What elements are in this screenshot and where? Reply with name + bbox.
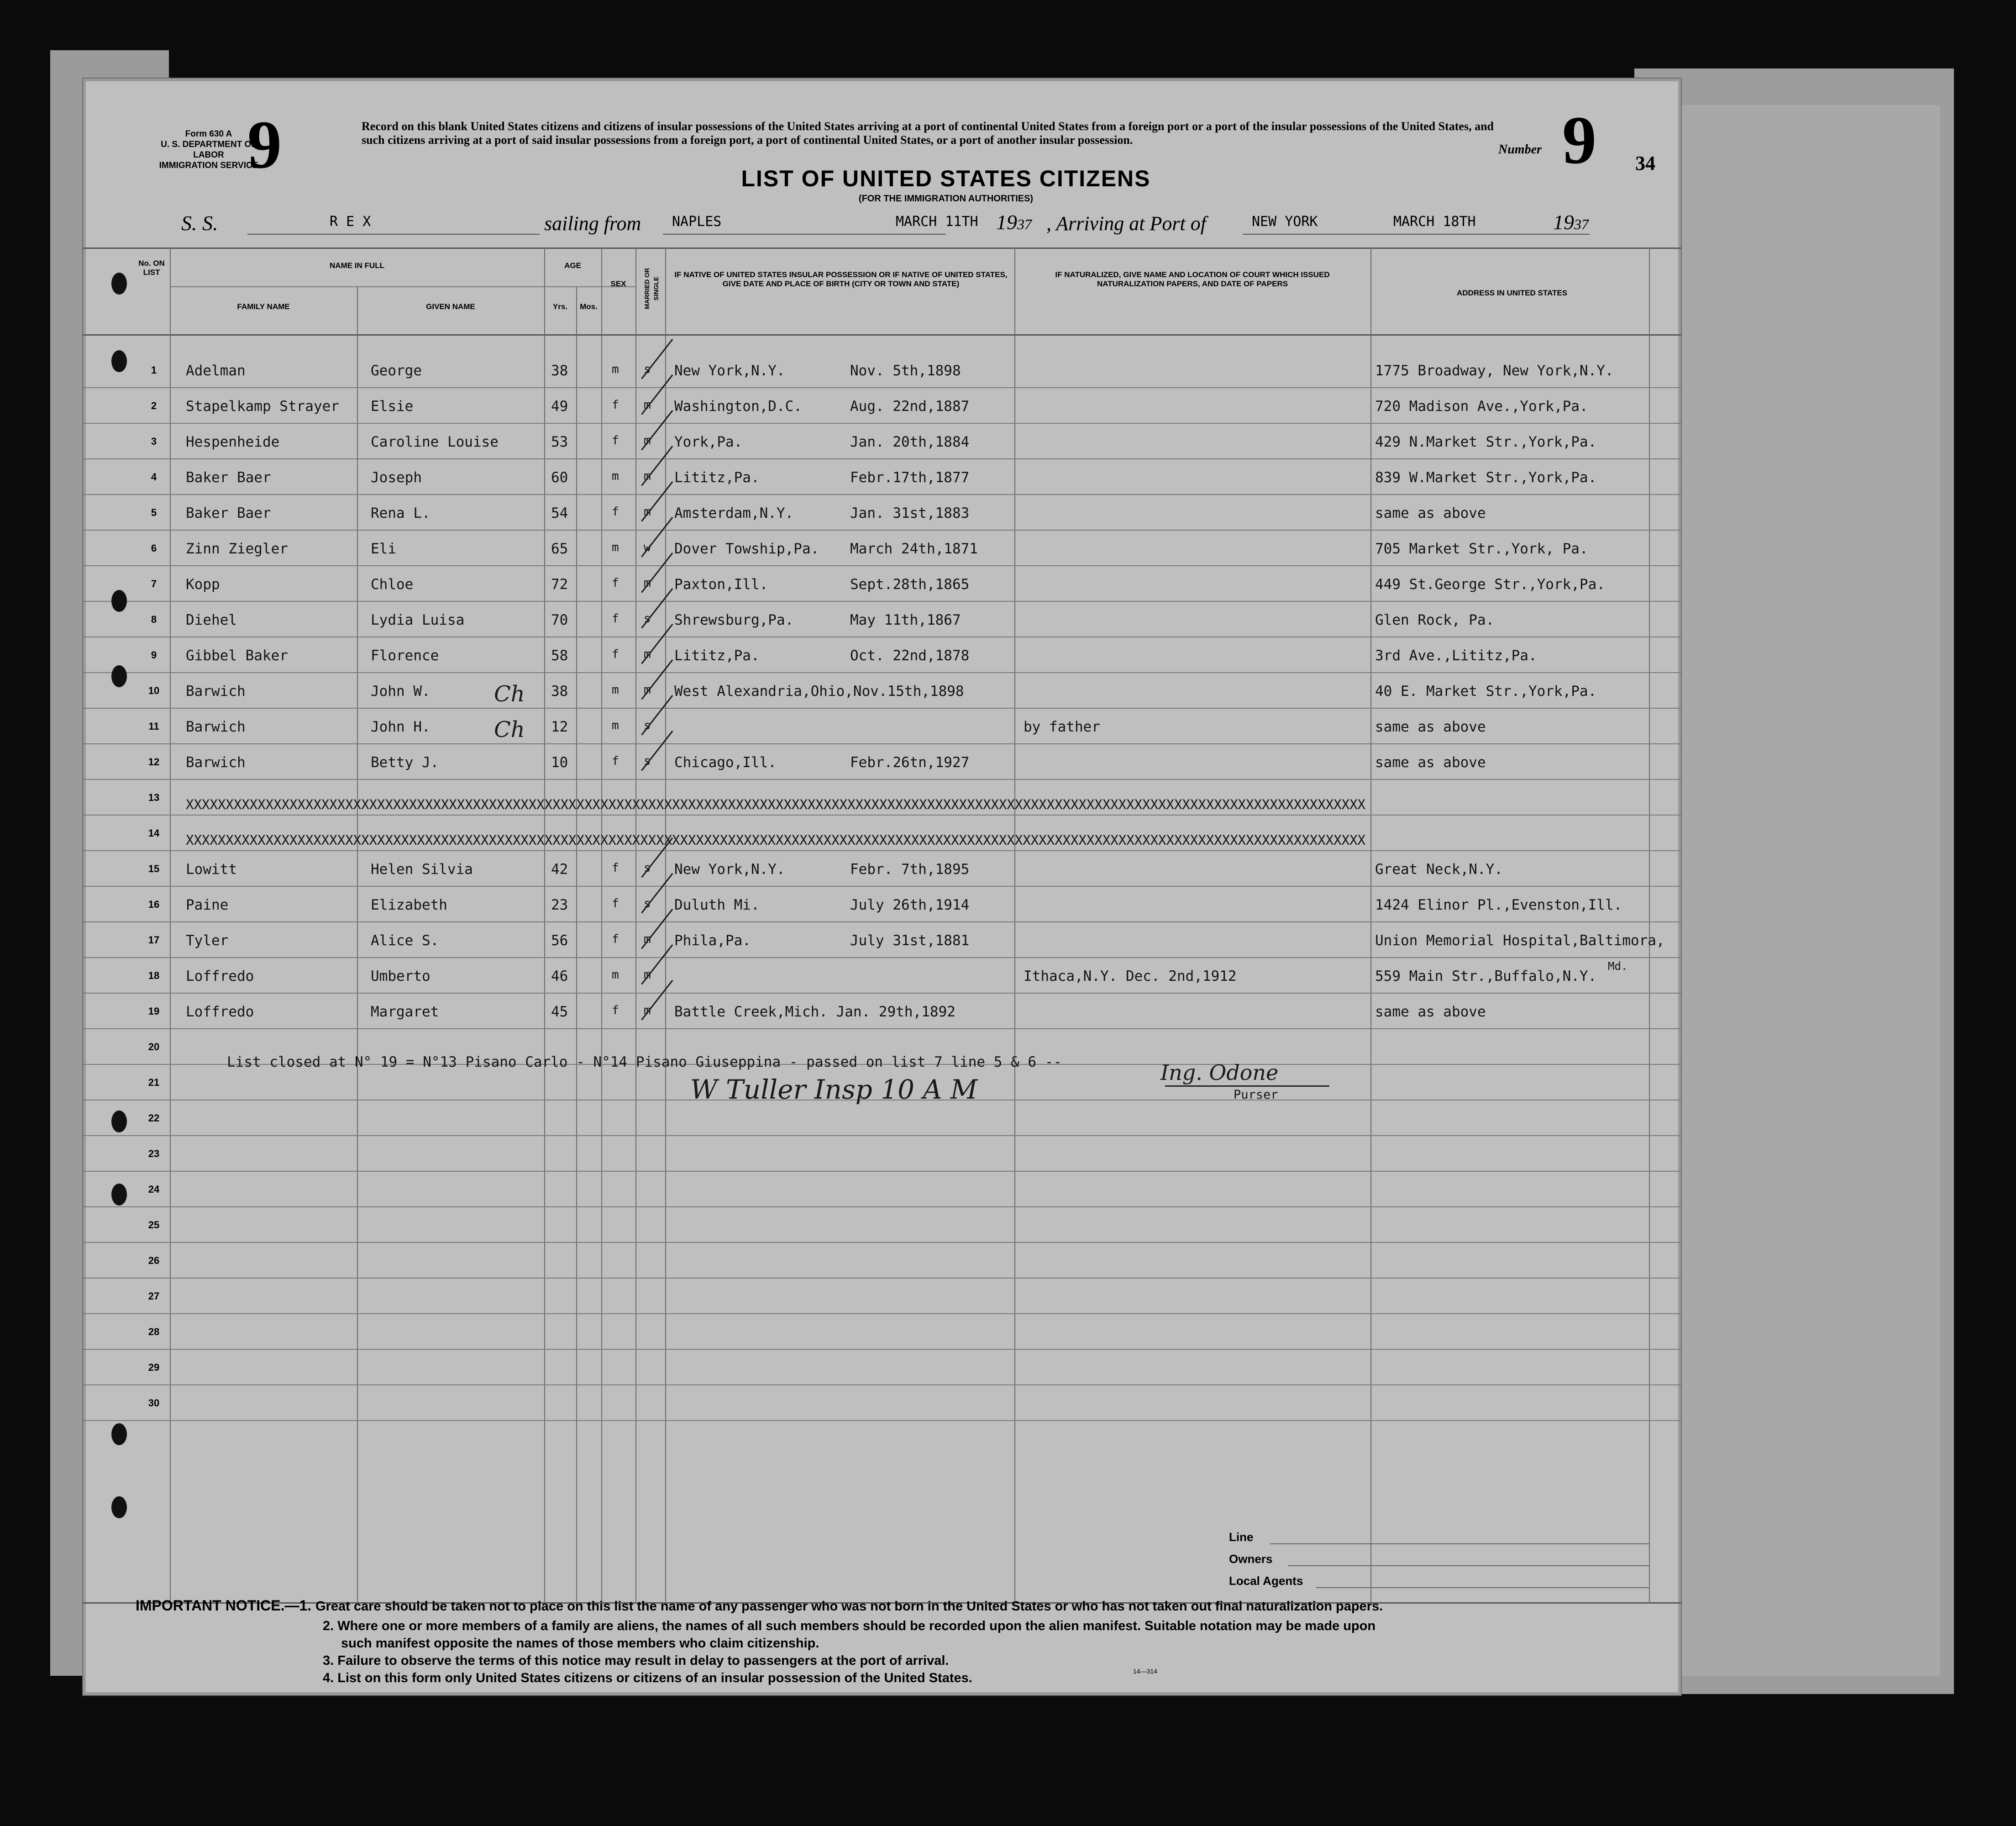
- row-number: 8: [151, 614, 157, 625]
- cell-ms: m: [644, 505, 651, 519]
- cell-given: Eli: [371, 541, 396, 557]
- cell-given: Betty J.: [371, 754, 439, 771]
- depart-year-prefix: 19: [996, 210, 1017, 234]
- cell-family: Loffredo: [186, 1004, 254, 1020]
- cell-date: Febr.17th,1877: [850, 469, 970, 486]
- cell-addr: 839 W.Market Str.,York,Pa.: [1375, 469, 1597, 486]
- row-number: 10: [148, 685, 160, 696]
- cell-sex: f: [612, 505, 619, 519]
- punch-hole: [111, 1184, 127, 1205]
- cell-ms: m: [644, 398, 651, 412]
- cell-age: 54: [551, 505, 568, 521]
- cell-given: Rena L.: [371, 505, 430, 521]
- cell-given: Alice S.: [371, 932, 439, 949]
- cell-given: Margaret: [371, 1004, 439, 1020]
- notice-item-3: Failure to observe the terms of this notice may result in delay to passengers at the port of arrival.: [337, 1653, 949, 1668]
- cell-date: Nov. 5th,1898: [850, 363, 961, 379]
- row-number: 7: [151, 578, 157, 589]
- arrive-port: NEW YORK: [1252, 214, 1318, 230]
- manifest-page: [82, 78, 1682, 1696]
- cell-age: 65: [551, 541, 568, 557]
- cell-sex: f: [612, 897, 619, 910]
- punch-hole: [111, 350, 127, 372]
- cell-age: 10: [551, 754, 568, 771]
- cell-age: 72: [551, 576, 568, 593]
- depart-year: 37: [1017, 216, 1032, 232]
- background-sheet-right-inner: [1666, 105, 1940, 1676]
- cell-family: Zinn Ziegler: [186, 541, 288, 557]
- cell-addr: 1775 Broadway, New York,N.Y.: [1375, 363, 1614, 379]
- notice-item-1: Great care should be taken not to place on this list the name of any passenger who was not born in the United States or who has not taken out final naturalization papers.: [315, 1599, 1383, 1614]
- col-no-on-list: No. ON LIST: [138, 259, 165, 277]
- cell-age: 70: [551, 612, 568, 628]
- notice-heading: IMPORTANT NOTICE.—1.: [136, 1597, 312, 1614]
- cell-place: West Alexandria,Ohio,Nov.15th,1898: [674, 683, 964, 700]
- closing-note: List closed at N° 19 = N°13 Pisano Carlo - N°14 Pisano Giuseppina - passed on list 7 line 5 & 6 --: [227, 1054, 1062, 1070]
- col-address: ADDRESS IN UNITED STATES: [1456, 289, 1568, 297]
- instruction-text: Record on this blank United States citizens and citizens of insular possessions of the United States arriving at a port of continental United States from a foreign port or a port of the insular possessions of the United States, and such citizens arriving at a port of said insular possessions from a foreign port, a port of continental United States, or a port of another insular possession.: [362, 120, 1494, 147]
- notice-item-2b: such manifest opposite the names of those members who claim citizenship.: [341, 1636, 819, 1651]
- depart-date: MARCH 11TH: [896, 214, 978, 230]
- cell-sex: f: [612, 861, 619, 875]
- cell-given: John H.: [371, 719, 430, 735]
- agents-line: Line: [1229, 1530, 1254, 1544]
- cell-addr: 559 Main Str.,Buffalo,N.Y.: [1375, 968, 1597, 984]
- ss-label: S. S.: [181, 211, 218, 235]
- cell-age: 42: [551, 861, 568, 878]
- col-birth: IF NATIVE OF UNITED STATES INSULAR POSSESSION OR IF NATIVE OF UNITED STATES, GIVE DATE AND PLACE OF BIRTH (CITY OR TOWN AND STATE): [674, 270, 1008, 288]
- col-given-name: GIVEN NAME: [426, 302, 475, 311]
- purser-signature: Ing. Odone: [1160, 1060, 1279, 1085]
- cell-place: Dover Towship,Pa.: [674, 541, 819, 557]
- row-number: 9: [151, 649, 157, 661]
- cell-family: Diehel: [186, 612, 237, 628]
- row-number: 20: [148, 1041, 160, 1052]
- cell-family: Barwich: [186, 683, 246, 700]
- cell-family: Adelman: [186, 363, 246, 379]
- ship-name: R E X: [330, 214, 371, 230]
- notice-item-3-num: 3.: [323, 1653, 334, 1668]
- cell-age: 38: [551, 683, 568, 700]
- big-number-right: 9: [1562, 102, 1596, 178]
- cell-family: Lowitt: [186, 861, 237, 878]
- row-number: 14: [148, 827, 160, 839]
- department-label: U. S. DEPARTMENT OF LABOR: [161, 140, 257, 160]
- cell-given: George: [371, 363, 422, 379]
- crossed-row-14: XXXXXXXXXXXXXXXXXXXXXXXXXXXXXXXXXXXXXXXXXXXXXXXXXXXXXXXXXXXXXXXXXXXXXXXXXXXXXXXXXXXXXXXXXXXXXXXXXXXXXXXXXXXXXXXXXXXXXXXXXXXXXXXXXXXXXXXXXXXXXXXXXXXX: [186, 832, 1366, 848]
- cell-date: July 26th,1914: [850, 897, 970, 913]
- cell-ms: s: [644, 612, 651, 626]
- manifest-table-frame: [83, 247, 1681, 1604]
- cell-date: Febr.26tn,1927: [850, 754, 970, 771]
- cell-place: Phila,Pa.: [674, 932, 751, 949]
- row-number: 28: [148, 1326, 160, 1337]
- cell-addr: Great Neck,N.Y.: [1375, 861, 1503, 878]
- cell-date: Sept.28th,1865: [850, 576, 970, 593]
- notice-item-4: List on this form only United States citizens or citizens of an insular possession of the United States.: [337, 1671, 972, 1685]
- cell-age: 49: [551, 398, 568, 415]
- cell-place: Paxton,Ill.: [674, 576, 768, 593]
- cell-family: Kopp: [186, 576, 220, 593]
- cell-sex: f: [612, 647, 619, 661]
- cell-place: Battle Creek,Mich. Jan. 29th,1892: [674, 1004, 956, 1020]
- row-number: 22: [148, 1112, 160, 1124]
- cell-family: Barwich: [186, 719, 246, 735]
- cell-place: Washington,D.C.: [674, 398, 802, 415]
- notice-item-4-num: 4.: [323, 1671, 334, 1685]
- cell-family: Loffredo: [186, 968, 254, 984]
- cell-sex: f: [612, 576, 619, 590]
- cell-date: Jan. 20th,1884: [850, 434, 970, 450]
- row-number: 11: [148, 721, 159, 732]
- col-mos: Mos.: [580, 302, 598, 311]
- cell-family: Tyler: [186, 932, 229, 949]
- cell-place: New York,N.Y.: [674, 363, 785, 379]
- cell-date: March 24th,1871: [850, 541, 978, 557]
- col-married: MARRIED OR SINGLE: [643, 268, 660, 310]
- cell-ms: m: [644, 434, 651, 447]
- page-number: 34: [1635, 152, 1655, 174]
- cell-addr: 3rd Ave.,Lititz,Pa.: [1375, 647, 1537, 664]
- row-number: 24: [148, 1184, 160, 1195]
- cell-place: York,Pa.: [674, 434, 743, 450]
- cell-age: 46: [551, 968, 568, 984]
- cell-sex: m: [612, 968, 619, 982]
- cell-sex: m: [612, 683, 619, 697]
- notice-item-2: Where one or more members of a family are aliens, the names of all such members should be recorded upon the alien manifest. Suitable notation may be made upon: [337, 1619, 1376, 1633]
- row-number: 4: [151, 471, 157, 483]
- cell-nat: by father: [1024, 719, 1100, 735]
- agents-owners: Owners: [1229, 1552, 1273, 1566]
- col-family-name: FAMILY NAME: [237, 302, 290, 311]
- row-number: 21: [148, 1077, 160, 1088]
- cell-addr: 720 Madison Ave.,York,Pa.: [1375, 398, 1588, 415]
- cell-given: Joseph: [371, 469, 422, 486]
- cell-place: Duluth Mi.: [674, 897, 760, 913]
- cell-addr: 449 St.George Str.,York,Pa.: [1375, 576, 1605, 593]
- arrive-year: 37: [1574, 216, 1589, 232]
- row-number: 17: [148, 934, 160, 946]
- punch-hole: [111, 1110, 127, 1132]
- cell-family: Stapelkamp Strayer: [186, 398, 339, 415]
- number-label: Number: [1498, 142, 1542, 157]
- md-superscript: Md.: [1608, 960, 1628, 973]
- col-name-in-full: NAME IN FULL: [330, 261, 384, 270]
- cell-given: Chloe: [371, 576, 414, 593]
- row-number: 18: [148, 970, 160, 981]
- cell-sex: m: [612, 469, 619, 483]
- cell-addr: Glen Rock, Pa.: [1375, 612, 1495, 628]
- sailing-label: sailing from: [544, 212, 641, 235]
- cell-sex: f: [612, 1004, 619, 1017]
- cell-date: July 31st,1881: [850, 932, 970, 949]
- cell-sex: f: [612, 932, 619, 946]
- cell-age: 38: [551, 363, 568, 379]
- row-number: 15: [148, 863, 160, 874]
- form-number: Form 630 A: [185, 129, 232, 139]
- cell-ms: m: [644, 968, 651, 982]
- from-port: NAPLES: [672, 214, 722, 230]
- cell-family: Baker Baer: [186, 505, 271, 521]
- cell-age: 53: [551, 434, 568, 450]
- row-number: 30: [148, 1397, 160, 1409]
- punch-hole: [111, 590, 127, 612]
- cell-addr: same as above: [1375, 505, 1486, 521]
- inspector-handwriting: W Tuller Insp 10 A M: [690, 1074, 978, 1105]
- cell-family: Paine: [186, 897, 229, 913]
- col-sex: SEX: [610, 279, 626, 288]
- punch-hole: [111, 273, 127, 295]
- cell-age: 58: [551, 647, 568, 664]
- row-number: 3: [151, 436, 157, 447]
- cell-family: Barwich: [186, 754, 246, 771]
- cell-age: 12: [551, 719, 568, 735]
- arriving-label: , Arriving at Port of: [1046, 212, 1206, 235]
- cell-age: 23: [551, 897, 568, 913]
- cell-ms: m: [644, 647, 651, 661]
- punch-hole: [111, 665, 127, 687]
- cell-place: New York,N.Y.: [674, 861, 785, 878]
- cell-addr: same as above: [1375, 754, 1486, 771]
- crossed-row-13: XXXXXXXXXXXXXXXXXXXXXXXXXXXXXXXXXXXXXXXXXXXXXXXXXXXXXXXXXXXXXXXXXXXXXXXXXXXXXXXXXXXXXXXXXXXXXXXXXXXXXXXXXXXXXXXXXXXXXXXXXXXXXXXXXXXXXXXXXXXXXXXXXXXX: [186, 797, 1366, 812]
- cell-place: Lititz,Pa.: [674, 469, 760, 486]
- cell-sex: m: [612, 363, 619, 376]
- row-number: 12: [148, 756, 160, 768]
- page-title: LIST OF UNITED STATES CITIZENS: [741, 166, 1151, 191]
- cell-sex: f: [612, 398, 619, 412]
- cell-age: 45: [551, 1004, 568, 1020]
- purser-label: Purser: [1234, 1088, 1278, 1102]
- cell-given: John W.: [371, 683, 430, 700]
- cell-date: Febr. 7th,1895: [850, 861, 970, 878]
- row-number: 2: [151, 400, 157, 411]
- cell-date: Jan. 31st,1883: [850, 505, 970, 521]
- cell-ms: m: [644, 1004, 651, 1017]
- cell-date: Aug. 22nd,1887: [850, 398, 970, 415]
- cell-addr: 40 E. Market Str.,York,Pa.: [1375, 683, 1597, 700]
- cell-given: Elizabeth: [371, 897, 447, 913]
- cell-date: Oct. 22nd,1878: [850, 647, 970, 664]
- cell-addr: 429 N.Market Str.,York,Pa.: [1375, 434, 1597, 450]
- cell-place: Lititz,Pa.: [674, 647, 760, 664]
- cell-ms: m: [644, 932, 651, 946]
- col-naturalized: IF NATURALIZED, GIVE NAME AND LOCATION OF COURT WHICH ISSUED NATURALIZATION PAPERS, AND DATE OF PAPERS: [1055, 270, 1330, 288]
- cell-addr: Union Memorial Hospital,Baltimora,: [1375, 932, 1665, 949]
- cell-given: Caroline Louise: [371, 434, 499, 450]
- cell-ms: w: [644, 541, 651, 554]
- agents-local: Local Agents: [1229, 1574, 1303, 1588]
- row-number: 25: [148, 1219, 160, 1231]
- cell-place: Amsterdam,N.Y.: [674, 505, 794, 521]
- row-number: 23: [148, 1148, 160, 1159]
- row-number: 1: [151, 364, 157, 376]
- cell-sex: f: [612, 434, 619, 447]
- row-number: 6: [151, 542, 157, 554]
- big-number-left: 9: [247, 107, 282, 183]
- cell-age: 60: [551, 469, 568, 486]
- cell-addr: same as above: [1375, 719, 1486, 735]
- cell-sex: f: [612, 612, 619, 626]
- row-number: 16: [148, 899, 160, 910]
- cell-given: Florence: [371, 647, 439, 664]
- arrive-date: MARCH 18TH: [1393, 214, 1476, 230]
- cell-given: Elsie: [371, 398, 414, 415]
- cell-ms: s: [644, 363, 651, 376]
- cell-family: Baker Baer: [186, 469, 271, 486]
- row-number: 27: [148, 1290, 160, 1302]
- cell-given: Helen Silvia: [371, 861, 473, 878]
- cell-sex: m: [612, 719, 619, 732]
- cell-ms: m: [644, 683, 651, 697]
- row-number: 26: [148, 1255, 160, 1266]
- cell-place: Shrewsburg,Pa.: [674, 612, 794, 628]
- cell-family: Gibbel Baker: [186, 647, 288, 664]
- cell-sex: m: [612, 541, 619, 554]
- cell-ms: s: [644, 861, 651, 875]
- cell-date: May 11th,1867: [850, 612, 961, 628]
- cell-addr: 705 Market Str.,York, Pa.: [1375, 541, 1588, 557]
- row-number: 29: [148, 1362, 160, 1373]
- cell-ms: s: [644, 897, 651, 910]
- arrive-year-prefix: 19: [1553, 210, 1574, 234]
- cell-place: Chicago,Ill.: [674, 754, 777, 771]
- notice-item-2-num: 2.: [323, 1619, 334, 1633]
- col-yrs: Yrs.: [552, 302, 568, 311]
- cell-nat: Ithaca,N.Y. Dec. 2nd,1912: [1024, 968, 1237, 984]
- cell-ms: s: [644, 719, 651, 732]
- row-number: 13: [148, 792, 160, 803]
- ch-mark-12: Ch: [494, 717, 525, 742]
- ch-mark-11: Ch: [494, 681, 525, 707]
- page-subtitle: (FOR THE IMMIGRATION AUTHORITIES): [858, 194, 1034, 204]
- col-age: AGE: [564, 261, 581, 270]
- cell-ms: m: [644, 576, 651, 590]
- cell-ms: s: [644, 754, 651, 768]
- punch-hole: [111, 1496, 127, 1518]
- row-number: 5: [151, 507, 157, 518]
- cell-addr: same as above: [1375, 1004, 1486, 1020]
- cell-ms: m: [644, 469, 651, 483]
- print-code: 14—314: [1133, 1668, 1157, 1675]
- cell-given: Lydia Luisa: [371, 612, 465, 628]
- cell-addr: 1424 Elinor Pl.,Evenston,Ill.: [1375, 897, 1622, 913]
- service-label: IMMIGRATION SERVICE: [159, 161, 258, 170]
- punch-hole: [111, 1423, 127, 1445]
- cell-sex: f: [612, 754, 619, 768]
- cell-given: Umberto: [371, 968, 430, 984]
- cell-family: Hespenheide: [186, 434, 280, 450]
- row-number: 19: [148, 1005, 160, 1017]
- cell-age: 56: [551, 932, 568, 949]
